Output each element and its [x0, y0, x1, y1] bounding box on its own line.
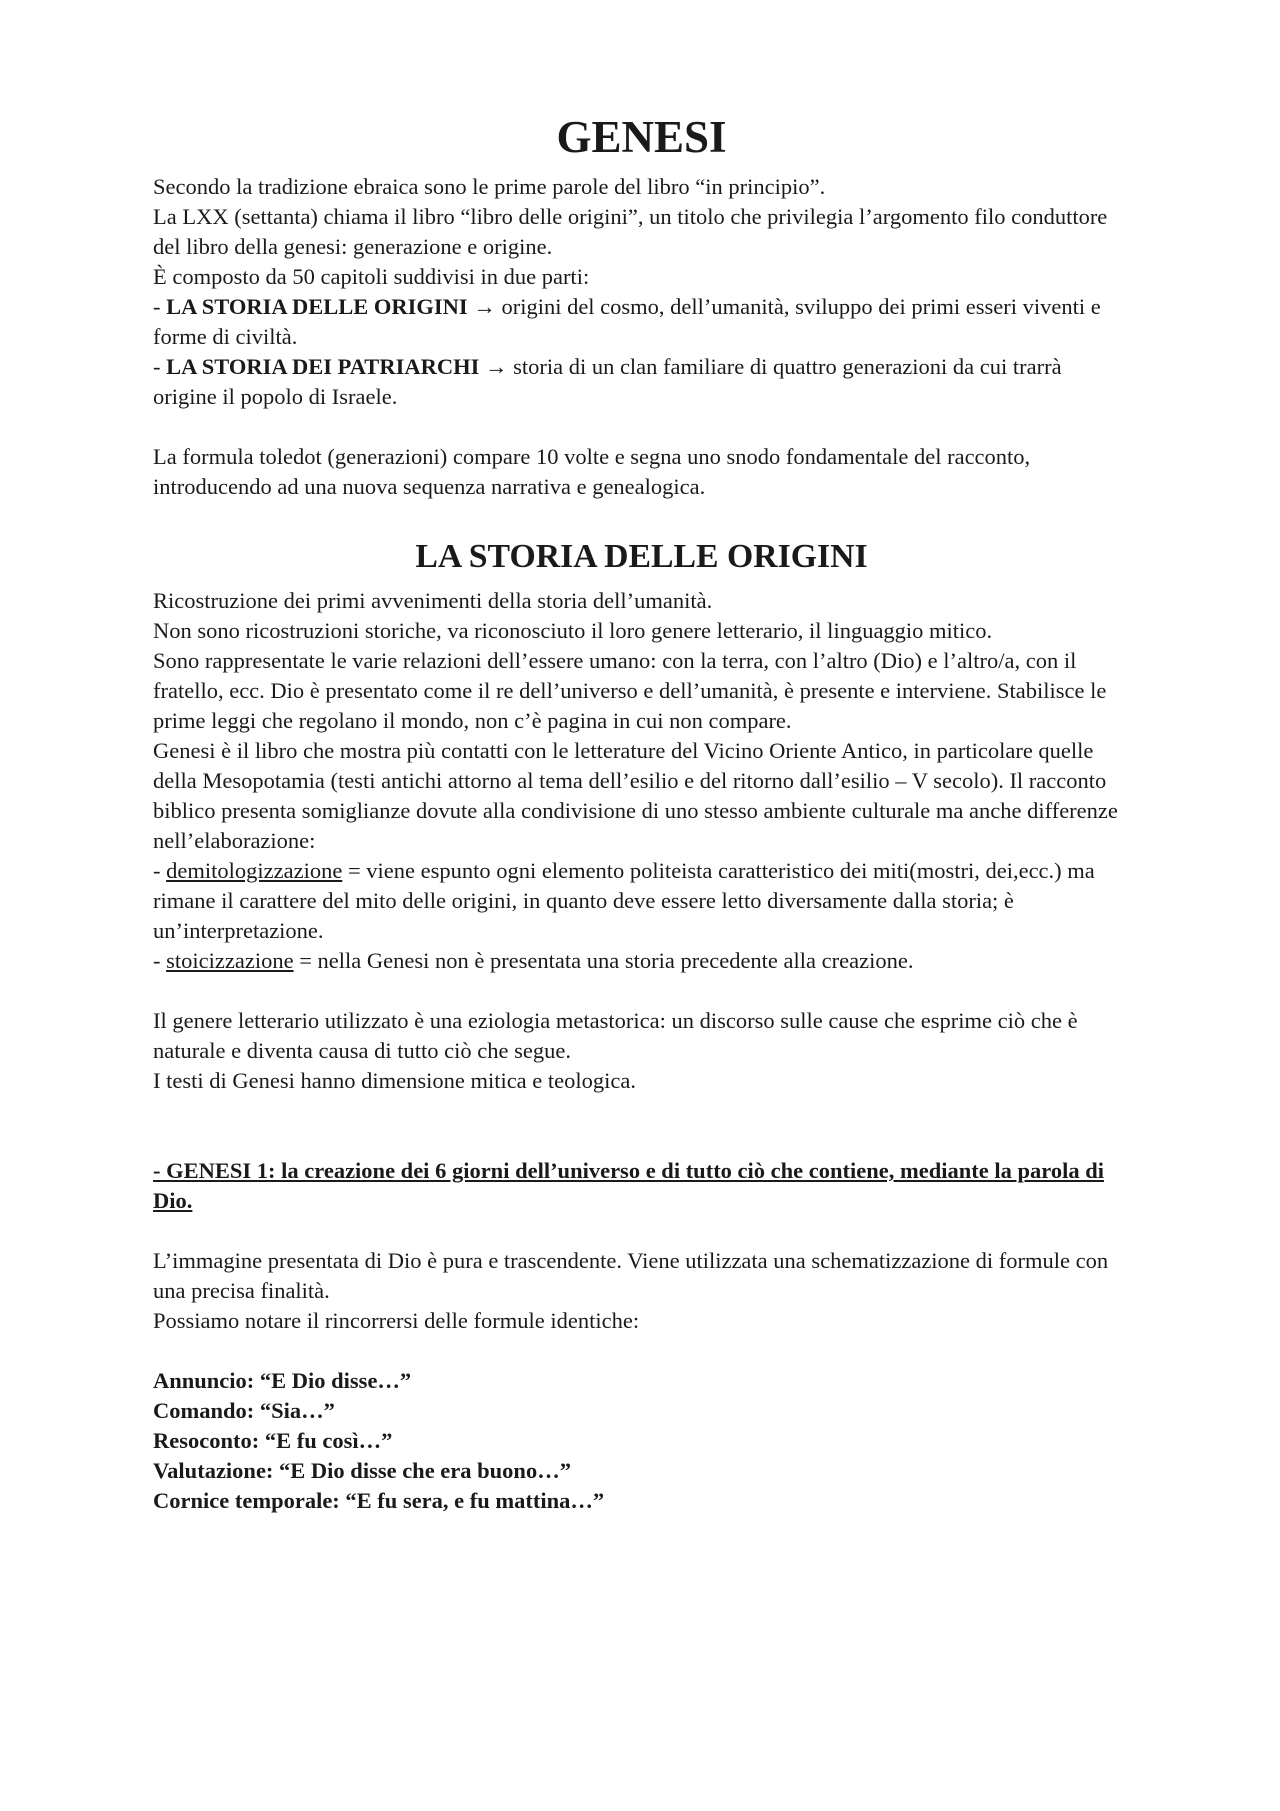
body-paragraph: Il genere letterario utilizzato è una eziologia metastorica: un discorso sulle cause che esprime ciò che è naturale e diventa causa di tutto ciò che segue.	[153, 1008, 1078, 1063]
subsection-heading: - GENESI 1: la creazione dei 6 giorni dell’universo e di tutto ciò che contiene, mediante la parola di Dio.	[153, 1158, 1104, 1213]
body-paragraph: I testi di Genesi hanno dimensione mitica e teologica.	[153, 1068, 636, 1093]
body-paragraph: Ricostruzione dei primi avvenimenti della storia dell’umanità.	[153, 588, 713, 613]
spacer	[153, 1216, 1130, 1246]
part-title: LA STORIA DELLE ORIGINI	[166, 294, 468, 319]
formula-line: Resoconto: “E fu così…”	[153, 1428, 393, 1453]
section-title: LA STORIA DELLE ORIGINI	[415, 538, 868, 575]
part-description: → storia di un clan familiare di quattro generazioni da cui trarrà origine il popolo di Israele.	[153, 354, 1062, 409]
definition-item	[153, 946, 1130, 976]
body-paragraph: Sono rappresentate le varie relazioni dell’essere umano: con la terra, con l’altro (Dio) e l’altro/a, con il fratello, ecc. Dio è presentato come il re dell’universo e dell’umanità, è presente e interviene. Stabilisce le prime leggi che regolano il mondo, non c’è pagina in cui non compare.	[153, 648, 1107, 733]
spacer	[153, 412, 1130, 442]
part-description: → origini del cosmo, dell’umanità, sviluppo dei primi esseri viventi e forme di civiltà.	[153, 294, 1101, 349]
part-title: LA STORIA DEI PATRIARCHI	[166, 354, 480, 379]
body-paragraph: Genesi è il libro che mostra più contatti con le letterature del Vicino Oriente Antico, in particolare quelle della Mesopotamia (testi antichi attorno al tema dell’esilio e del ritorno dall’esilio – V secolo). Il racconto biblico presenta somiglianze dovute alla condivisione di uno stesso ambiente culturale ma anche differenze nell’elaborazione:	[153, 738, 1118, 853]
intro-paragraph: La LXX (settanta) chiama il libro “libro delle origini”, un titolo che privilegia l’argomento filo conduttore del libro della genesi: generazione e origine.	[153, 204, 1108, 259]
definition-term: stoicizzazione	[166, 948, 294, 973]
formula-line: Cornice temporale: “E fu sera, e fu mattina…”	[153, 1488, 605, 1513]
formula-line: Comando: “Sia…”	[153, 1398, 335, 1423]
formula-line: Valutazione: “E Dio disse che era buono…”	[153, 1458, 571, 1483]
definition-item	[153, 856, 1130, 946]
intro-paragraph: Secondo la tradizione ebraica sono le prime parole del libro “in principio”.	[153, 174, 826, 199]
definition-term: demitologizzazione	[166, 858, 343, 883]
spacer	[153, 1096, 1130, 1156]
document-title: GENESI	[556, 112, 727, 162]
bullet-dash: -	[153, 354, 167, 379]
intro-paragraph: La formula toledot (generazioni) compare 10 volte e segna uno snodo fondamentale del racconto, introducendo ad una nuova sequenza narrativa e genealogica.	[153, 444, 1031, 499]
body-paragraph: L’immagine presentata di Dio è pura e trascendente. Viene utilizzata una schematizzazione di formule con una precisa finalità.	[153, 1248, 1109, 1303]
part-item	[153, 352, 1130, 412]
definition-text: = viene espunto ogni elemento politeista caratteristico dei miti(mostri, dei,ecc.) ma rimane il carattere del mito delle origini, in quanto deve essere letto diversamente dalla storia; è un’interpretazione.	[153, 858, 1095, 943]
bullet-dash: -	[153, 948, 167, 973]
spacer	[153, 1336, 1130, 1366]
bullet-dash: -	[153, 294, 167, 319]
body-paragraph: Possiamo notare il rincorrersi delle formule identiche:	[153, 1308, 640, 1333]
part-item	[153, 292, 1130, 352]
intro-paragraph: È composto da 50 capitoli suddivisi in due parti:	[153, 264, 590, 289]
definition-text: = nella Genesi non è presentata una storia precedente alla creazione.	[293, 948, 914, 973]
spacer	[153, 976, 1130, 1006]
bullet-dash: -	[153, 858, 167, 883]
body-paragraph: Non sono ricostruzioni storiche, va riconosciuto il loro genere letterario, il linguaggio mitico.	[153, 618, 993, 643]
formula-line: Annuncio: “E Dio disse…”	[153, 1368, 412, 1393]
